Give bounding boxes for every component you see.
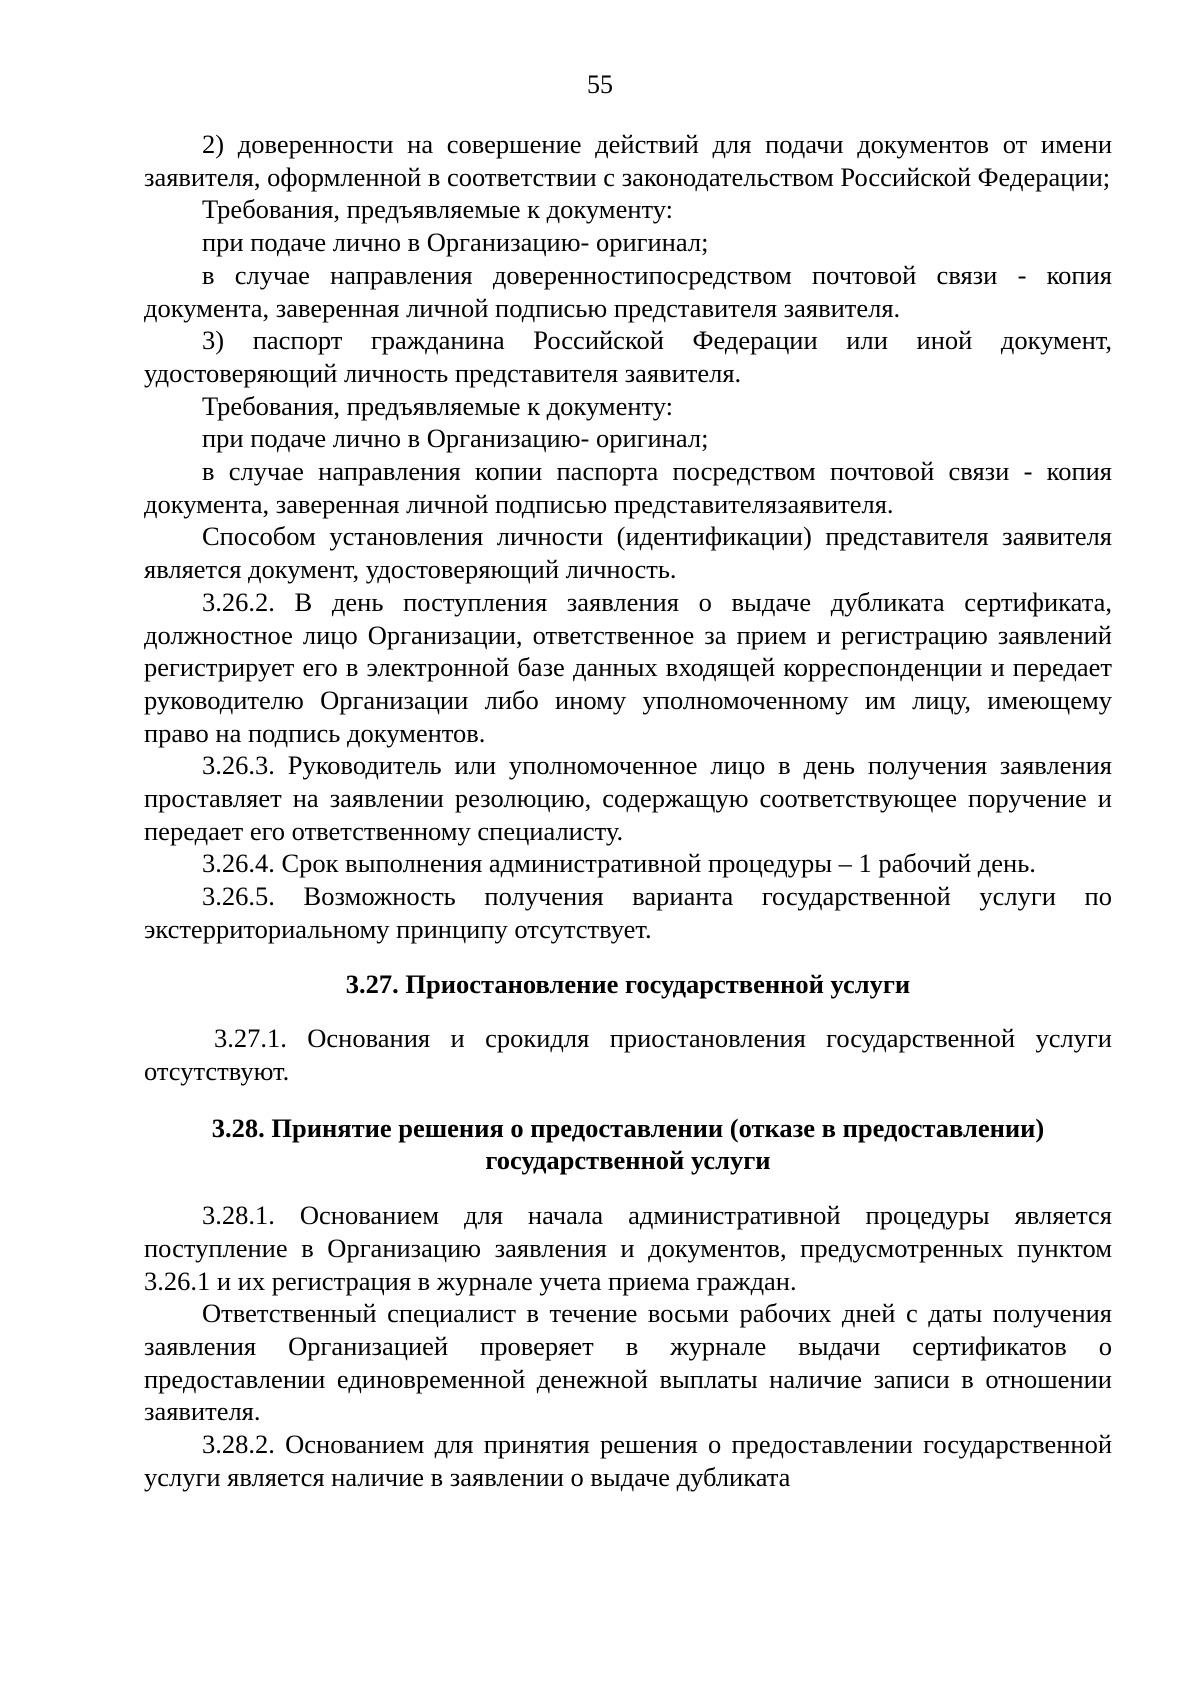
page-number: 55 <box>587 70 613 99</box>
section-heading-3-28-line1: 3.28. Принятие решения о предоставлении (отказе в предоставлении) <box>211 1112 1045 1143</box>
paragraph: 3.28.2. Основанием для принятия решения о предоставлении государственной услуги является наличие в заявлении о выдаче дубликата <box>144 1429 1112 1492</box>
paragraph: 3.28.1. Основанием для начала административной процедуры является поступление в Организацию заявления и документов, предусмотренных пунктом 3.26.1 и их регистрация в журнале учета приема граждан. <box>144 1200 1112 1296</box>
spacer <box>144 1177 1112 1199</box>
section-heading-3-27: 3.27. Приостановление государственной услуги <box>345 968 911 999</box>
spacer <box>144 946 1112 968</box>
paragraph: Способом установления личности (идентификации) представителя заявителя является документ, удостоверяющий личность. <box>144 521 1112 585</box>
paragraph: в случае направления доверенностипосредством почтовой связи - копия документа, заверенная личной подписью представителя заявителя. <box>144 259 1112 323</box>
spacer <box>144 1088 1112 1112</box>
section-heading-3-28-line2: государственной услуги <box>485 1145 771 1176</box>
paragraph: 3.26.4. Срок выполнения административной процедуры – 1 рабочий день. <box>202 848 1036 879</box>
paragraph: 3.26.3. Руководитель или уполномоченное лицо в день получения заявления проставляет на заявлении резолюцию, содержащую соответствующее поручение и передает его ответственному специалисту. <box>144 750 1112 846</box>
paragraph: 2) доверенности на совершение действий для подачи документов от имени заявителя, оформленной в соответствии с законодательством Российской Федерации; <box>144 129 1112 192</box>
paragraph: 3.26.2. В день поступления заявления о выдаче дубликата сертификата, должностное лицо Организации, ответственное за прием и регистрацию заявлений регистрирует его в электронной базе данных входящей корреспонденции и передает руководителю Организации либо иному уполномоченному им лицу, имеющему право на подпись документов. <box>144 586 1112 748</box>
spacer <box>144 1000 1112 1022</box>
document-body <box>144 128 1112 1493</box>
paragraph: Требования, предъявляемые к документу: <box>202 194 674 225</box>
paragraph: в случае направления копии паспорта посредством почтовой связи - копия документа, заверенная личной подписью представителязаявителя. <box>144 456 1112 519</box>
paragraph: 3) паспорт гражданина Российской Федерации или иной документ, удостоверяющий личность представителя заявителя. <box>144 325 1112 388</box>
paragraph: Ответственный специалист в течение восьми рабочих дней с даты получения заявления Организацией проверяет в журнале выдачи сертификатов о предоставлении единовременной денежной выплаты наличие записи в отношении заявителя. <box>144 1298 1112 1427</box>
paragraph: при подаче лично в Организацию- оригинал; <box>202 227 709 258</box>
paragraph: 3.27.1. Основания и срокидля приостановления государственной услуги отсутствуют. <box>144 1023 1112 1086</box>
paragraph: Требования, предъявляемые к документу: <box>202 390 674 421</box>
paragraph: при подаче лично в Организацию- оригинал; <box>202 423 709 454</box>
paragraph: 3.26.5. Возможность получения варианта государственной услуги по экстерриториальному принципу отсутствует. <box>144 881 1112 944</box>
